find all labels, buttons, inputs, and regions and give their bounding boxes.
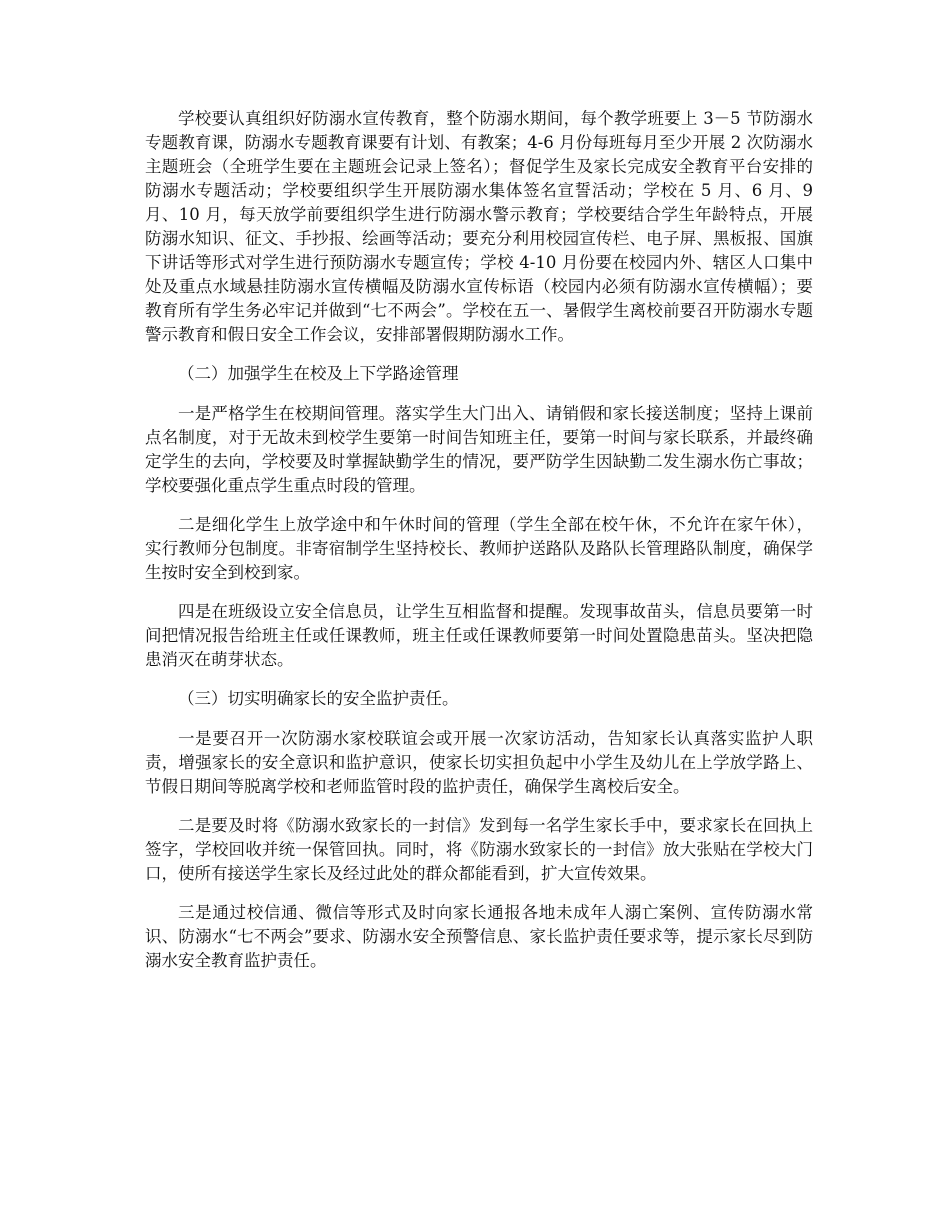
paragraph-parent-notification: 三是通过校信通、微信等形式及时向家长通报各地未成年人溺亡案例、宣传防溺水常识、防溺水“七不两会”要求、防溺水安全预警信息、家长监护责任要求等，提示家长尽到防溺水安全教育监护责任。: [145, 903, 813, 970]
paragraph-publicity-education: 学校要认真组织好防溺水宣传教育，整个防溺水期间，每个教学班要上 3－5 节防溺水专题教育课，防溺水专题教育课要有计划、有教案；4-6 月份每班每月至少开展 2 次防溺水主题班会（全班学生要在主题班会记录上签名）；督促学生及家长完成安全教育平台安排的防溺水专题活动；学校要组织学生开展防溺水集体签名宣誓活动；学校在 5 月、6 月、9 月、10 月，每天放学前要组织学生进行防溺水警示教育；学校要结合学生年龄特点，开展防溺水知识、征文、手抄报、绘画等活动；要充分利用校园宣传栏、电子屏、黑板报、国旗下讲话等形式对学生进行预防溺水专题宣传；学校 4-10 月份要在校园内外、辖区人口集中处及重点水域悬挂防溺水宣传横幅及防溺水宣传标语（校园内必须有防溺水宣传横幅）；要教育所有学生务必牢记并做到“七不两会”。学校在五一、暑假学生离校前要召开防溺水专题警示教育和假日安全工作会议，安排部署假期防溺水工作。: [145, 109, 813, 344]
paragraph-commute-management: 二是细化学生上放学途中和午休时间的管理（学生全部在校午休，不允许在家午休），实行教师分包制度。非寄宿制学生坚持校长、教师护送路队及路队长管理路队制度，确保学生按时安全到校到家。: [145, 515, 813, 582]
paragraph-safety-monitor: 四是在班级设立安全信息员，让学生互相监督和提醒。发现事故苗头，信息员要第一时间把情况报告给班主任或任课教师，班主任或任课教师要第一时间处置隐患苗头。坚决把隐患消灭在萌芽状态。: [145, 602, 813, 669]
section-heading-parent-responsibility: （三）切实明确家长的安全监护责任。: [178, 689, 459, 708]
paragraph-school-management: 一是严格学生在校期间管理。落实学生大门出入、请销假和家长接送制度；坚持上课前点名制度，对于无故未到校学生要第一时间告知班主任，要第一时间与家长联系，并最终确定学生的去向，学校要及时掌握缺勤学生的情况，要严防学生因缺勤二发生溺水伤亡事故；学校要强化重点学生重点时段的管理。: [145, 404, 813, 495]
paragraph-parent-letter: 二是要及时将《防溺水致家长的一封信》发到每一名学生家长手中，要求家长在回执上签字，学校回收并统一保管回执。同时，将《防溺水致家长的一封信》放大张贴在学校大门口，使所有接送学生家长及经过此处的群众都能看到，扩大宣传效果。: [145, 816, 813, 883]
paragraph-parent-meeting: 一是要召开一次防溺水家校联谊会或开展一次家访活动，告知家长认真落实监护人职责，增强家长的安全意识和监护意识，使家长切实担负起中小学生及幼儿在上学放学路上、节假日期间等脱离学校和老师监管时段的监护责任，确保学生离校后安全。: [145, 729, 813, 796]
document-body: [145, 107, 813, 988]
section-heading-route-management: （二）加强学生在校及上下学路途管理: [178, 364, 459, 383]
